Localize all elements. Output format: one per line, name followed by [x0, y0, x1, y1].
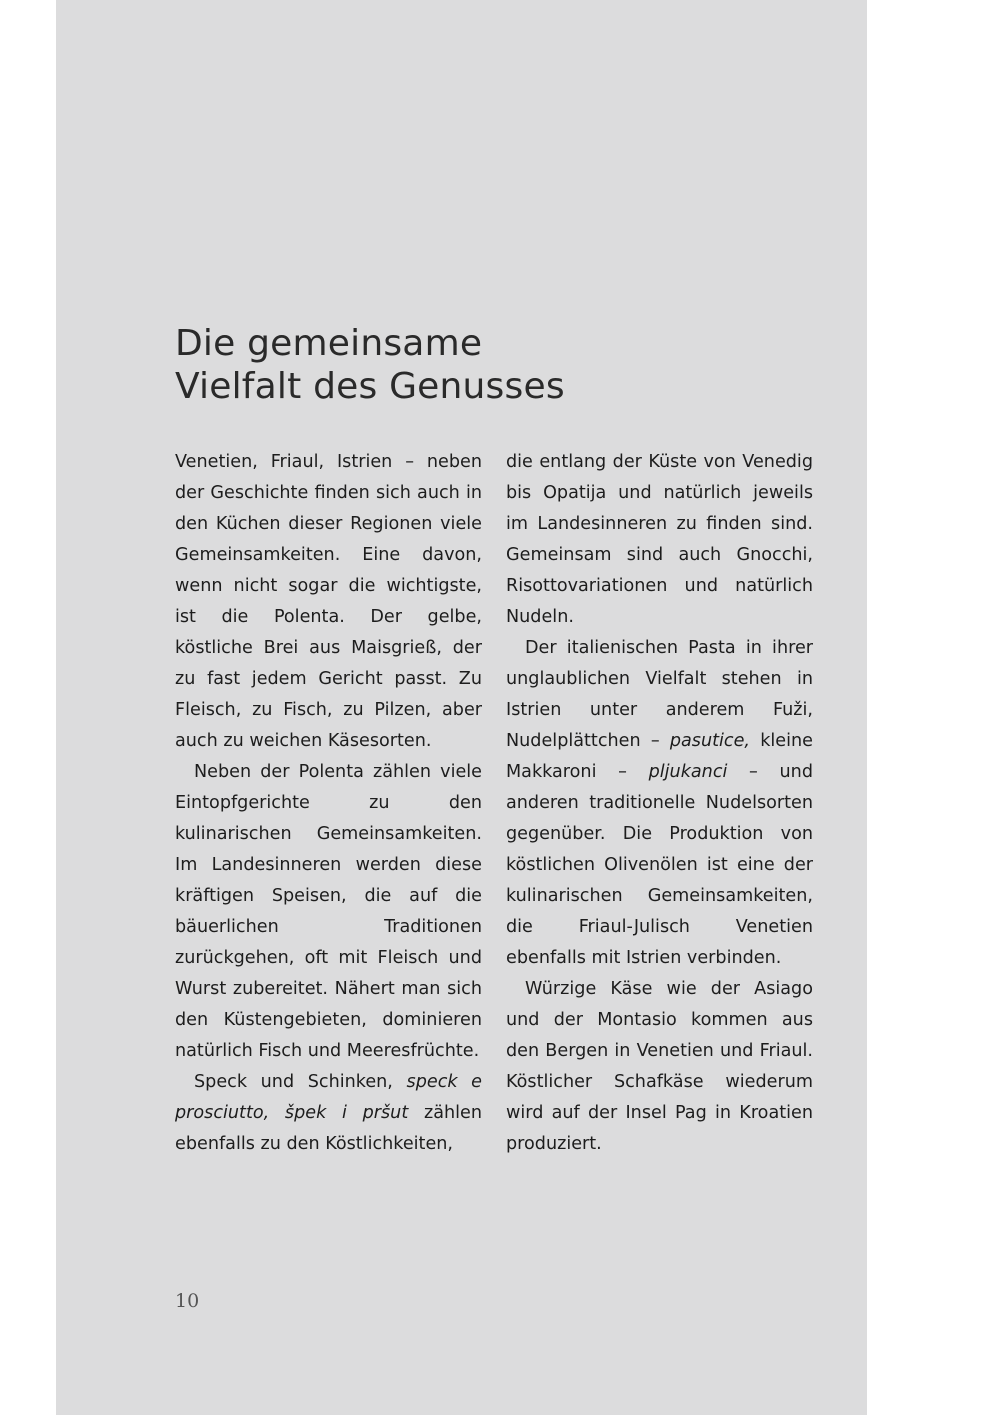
paragraph-kaese: Würzige Käse wie der Asiago und der Montasio kommen aus den Bergen in Venetien und Friaul. Köstlicher Schafkäse wiederum wird auf der Insel Pag in Kroatien produziert. — [506, 979, 813, 1154]
paragraph-pasta-text-mid: kleine Makkaroni – — [506, 731, 813, 782]
text-column-right — [506, 447, 813, 1160]
title-line-2: Vielfalt des Genusses — [175, 366, 565, 407]
page-number: 10 — [175, 1290, 200, 1312]
paragraph-speck-italic: speck e prosciutto, špek i pršut — [175, 1072, 482, 1123]
paragraph-eintopf: Neben der Polenta zählen viele Eintopfgerichte zu den kulinarischen Gemeinsamkeiten. Im Landesinneren werden diese kräftigen Speisen, die auf die bäuerlichen Traditionen zurückgehen, oft mit Fleisch und Wurst zubereitet. Nähert man sich den Küstengebieten, dominieren natürlich Fisch und Meeresfrüchte. — [175, 762, 482, 1061]
paragraph-pasta-text-start: Der italienischen Pasta in ihrer unglaublichen Vielfalt stehen in Istrien unter anderem Fuži, Nudelplättchen – — [506, 638, 813, 751]
title-line-1: Die gemeinsame — [175, 323, 483, 364]
paragraph-speck-text-start: Speck und Schinken, — [194, 1072, 407, 1092]
paragraph-kueste: die entlang der Küste von Venedig bis Opatija und natürlich jeweils im Landesinneren zu finden sind. Gemeinsam sind auch Gnocchi, Risottovariationen und natürlich Nudeln. — [506, 452, 813, 627]
paragraph-polenta: Venetien, Friaul, Istrien – neben der Geschichte finden sich auch in den Küchen dieser Regionen viele Gemeinsamkeiten. Eine davon, wenn nicht sogar die wichtigste, ist die Polenta. Der gelbe, köstliche Brei aus Maisgrieß, der zu fast jedem Gericht passt. Zu Fleisch, zu Fisch, zu Pilzen, aber auch zu weichen Käsesorten. — [175, 452, 482, 751]
paragraph-pasta — [506, 633, 813, 974]
paragraph-speck — [175, 1067, 482, 1160]
text-column-left — [175, 447, 482, 1160]
paragraph-pasta-italic-2: pljukanci — [648, 762, 728, 782]
page-title — [175, 322, 565, 408]
paragraph-pasta-text-end: – und anderen traditionelle Nudelsorten gegenüber. Die Produktion von köstlichen Olivenölen ist eine der kulinarischen Gemeinsamkeiten, die Friaul-Julisch Venetien ebenfalls mit Istrien verbinden. — [506, 762, 813, 968]
paragraph-speck-text-end: zählen ebenfalls zu den Köstlichkeiten, — [175, 1103, 483, 1154]
paragraph-pasta-italic-1: pasutice, — [669, 731, 751, 751]
